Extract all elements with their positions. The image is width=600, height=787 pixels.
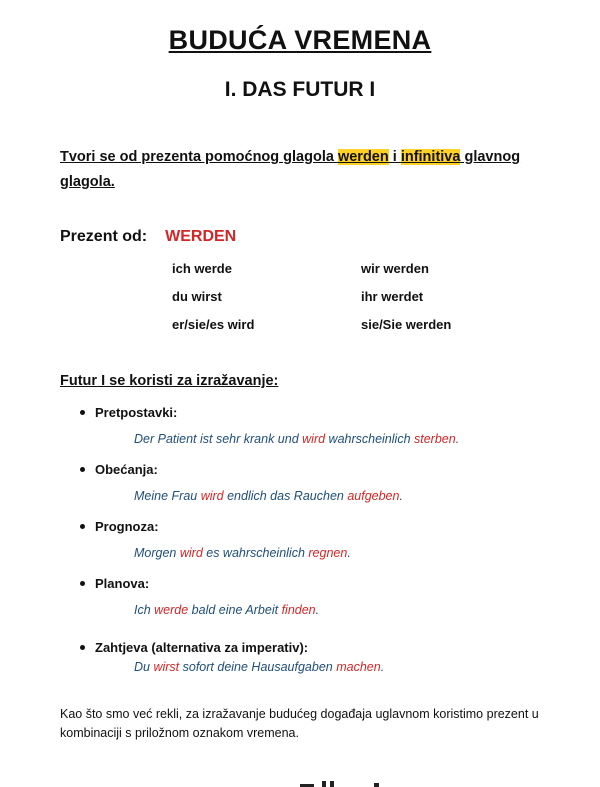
example-text: Meine Frau bbox=[134, 489, 201, 503]
usage-item-label: Zahtjeva (alternativa za imperativ): bbox=[95, 640, 309, 655]
prezent-label: Prezent od: bbox=[60, 228, 148, 245]
example-aux-verb: wird bbox=[200, 489, 224, 503]
example-text: Du bbox=[134, 660, 154, 674]
example-aux-verb: wird bbox=[302, 432, 326, 446]
usage-heading: Futur I se koristi za izražavanje: bbox=[60, 373, 279, 389]
example-text: . bbox=[380, 660, 385, 674]
bullet-dot bbox=[80, 410, 85, 415]
usage-item-label: Obećanja: bbox=[95, 462, 158, 477]
usage-item-obecanja bbox=[80, 462, 158, 477]
usage-item-prognoza bbox=[80, 519, 159, 534]
usage-example bbox=[134, 603, 319, 617]
example-text: endlich das Rauchen bbox=[223, 489, 348, 503]
intro-part1: Tvori se od prezenta pomoćnog glagola bbox=[60, 149, 338, 165]
usage-item-label: Planova: bbox=[95, 576, 150, 591]
example-infinitive: machen bbox=[336, 660, 381, 674]
page-title: BUDUĆA VREMENA bbox=[168, 25, 432, 55]
usage-example bbox=[134, 546, 351, 560]
bullet-dot bbox=[80, 645, 85, 650]
intro-text bbox=[60, 145, 550, 195]
usage-item-pretpostavki bbox=[80, 405, 177, 420]
example-infinitive: aufgeben bbox=[347, 489, 400, 503]
example-aux-verb: wirst bbox=[153, 660, 180, 674]
example-infinitive: sterben bbox=[414, 432, 456, 446]
example-text: . bbox=[347, 546, 351, 560]
conjugation-ihr: ihr werdet bbox=[361, 289, 424, 304]
conjugation-du: du wirst bbox=[172, 289, 222, 304]
conjugation-wir: wir werden bbox=[361, 261, 429, 276]
usage-item-label: Prognoza: bbox=[95, 519, 159, 534]
example-infinitive: regnen bbox=[308, 546, 348, 560]
example-text: Ich bbox=[134, 603, 155, 617]
prezent-heading bbox=[60, 228, 236, 246]
cut-off-heading-fragment bbox=[300, 778, 380, 787]
highlight-infinitiva: infinitiva bbox=[400, 149, 461, 165]
example-text: Der Patient ist sehr krank und bbox=[134, 432, 303, 446]
example-text: Morgen bbox=[134, 546, 180, 560]
page-subtitle: I. DAS FUTUR I bbox=[224, 78, 376, 101]
intro-part2: i bbox=[388, 149, 401, 165]
example-text: . bbox=[399, 489, 403, 503]
example-text: . bbox=[315, 603, 320, 617]
bullet-dot bbox=[80, 581, 85, 586]
example-text: sofort deine Hausaufgaben bbox=[179, 660, 337, 674]
example-text: . bbox=[455, 432, 460, 446]
intro-part3: glavnog glagola. bbox=[60, 149, 521, 190]
usage-item-label: Pretpostavki: bbox=[95, 405, 178, 420]
usage-item-zahtjeva bbox=[80, 640, 308, 655]
conjugation-sie: sie/Sie werden bbox=[361, 317, 452, 332]
example-text: wahrscheinlich bbox=[325, 432, 414, 446]
bullet-dot bbox=[80, 467, 85, 472]
prezent-verb: WERDEN bbox=[165, 228, 237, 245]
bullet-dot bbox=[80, 524, 85, 529]
example-aux-verb: werde bbox=[154, 603, 189, 617]
example-infinitive: finden bbox=[281, 603, 316, 617]
highlight-werden: werden bbox=[337, 149, 389, 165]
closing-paragraph: Kao što smo već rekli, za izražavanje budućeg događaja uglavnom koristimo prezent u kombinaciji s priložnom oznakom vremena. bbox=[60, 707, 539, 740]
usage-item-planova bbox=[80, 576, 149, 591]
example-text: es wahrscheinlich bbox=[202, 546, 309, 560]
conjugation-er-sie-es: er/sie/es wird bbox=[172, 317, 255, 332]
usage-example bbox=[134, 489, 403, 503]
usage-example bbox=[134, 660, 384, 674]
usage-example bbox=[134, 432, 459, 446]
conjugation-ich: ich werde bbox=[172, 261, 232, 276]
example-aux-verb: wird bbox=[179, 546, 203, 560]
example-text: bald eine Arbeit bbox=[188, 603, 282, 617]
